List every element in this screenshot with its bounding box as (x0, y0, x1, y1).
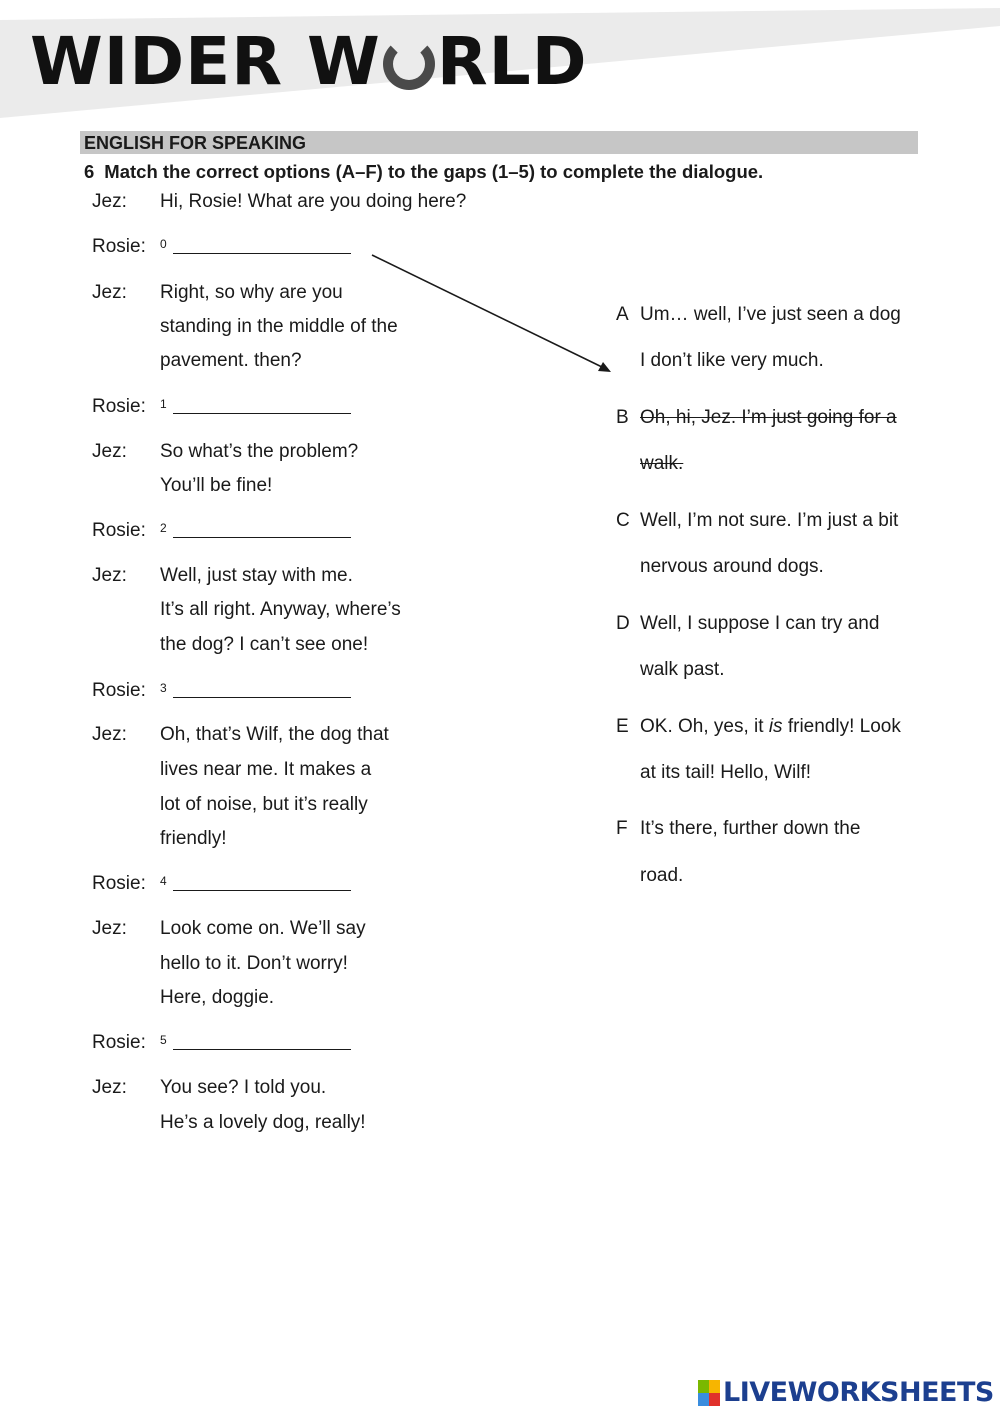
speaker-label: Jez: (92, 1077, 127, 1098)
speaker-label: Rosie: (92, 1032, 146, 1053)
dialogue-line: Right, so why are you (160, 282, 343, 303)
option-letter-a: A (616, 304, 629, 325)
gap-number: 2 (160, 521, 167, 535)
dialogue-line: lives near me. It makes a (160, 759, 372, 780)
speaker-label: Rosie: (92, 520, 146, 541)
dialogue-line: hello to it. Don’t worry! (160, 953, 348, 974)
speaker-label: Jez: (92, 441, 127, 462)
dialogue-line: Hi, Rosie! What are you doing here? (160, 191, 467, 212)
speaker-label: Jez: (92, 918, 127, 939)
option-e-text-part: OK. Oh, yes, it (640, 716, 769, 737)
dialogue-line: the dog? I can’t see one! (160, 634, 369, 655)
speaker-label: Jez: (92, 565, 127, 586)
dialogue-line: He’s a lovely dog, really! (160, 1112, 366, 1133)
dialogue-line: Well, just stay with me. (160, 565, 353, 586)
option-e-text[interactable] (640, 715, 901, 739)
option-e-text[interactable]: at its tail! Hello, Wilf! (640, 762, 812, 783)
dialogue-line: Oh, that’s Wilf, the dog that (160, 724, 389, 745)
option-a-text[interactable]: Um… well, I’ve just seen a dog (640, 304, 901, 325)
liveworksheets-icon (698, 1380, 720, 1406)
option-b-text: Oh, hi, Jez. I’m just going for a (640, 407, 897, 428)
logo-text-end: RLD (436, 23, 588, 100)
option-letter-f: F (616, 818, 628, 839)
option-d-text[interactable]: walk past. (640, 659, 725, 680)
speaker-label: Jez: (92, 191, 127, 212)
option-letter-c: C (616, 510, 630, 531)
option-letter-b: B (616, 407, 629, 428)
dialogue-line: It’s all right. Anyway, where’s (160, 599, 401, 620)
dialogue-line: pavement. then? (160, 350, 302, 371)
gap-number: 0 (160, 237, 167, 251)
option-letter-e: E (616, 716, 629, 737)
option-e-emphasis: is (768, 716, 783, 737)
option-c-text[interactable]: Well, I’m not sure. I’m just a bit (640, 510, 899, 531)
option-letter-d: D (616, 613, 630, 634)
speaker-label: Jez: (92, 724, 127, 745)
option-f-text[interactable]: road. (640, 865, 684, 886)
section-title: ENGLISH FOR SPEAKING (84, 133, 307, 153)
icon-tile-green (698, 1380, 709, 1393)
exercise-number: 6 (84, 161, 95, 182)
instruction-text: Match the correct options (A–F) to the gaps (1–5) to complete the dialogue. (104, 161, 764, 182)
icon-tile-red (709, 1393, 720, 1406)
dialogue-line: So what’s the problem? (160, 441, 359, 462)
gap-number: 5 (160, 1033, 167, 1047)
dialogue-line: lot of noise, but it’s really (160, 794, 368, 815)
option-c-text[interactable]: nervous around dogs. (640, 556, 824, 577)
option-e-text-part: friendly! Look (782, 716, 901, 737)
speaker-label: Rosie: (92, 873, 146, 894)
liveworksheets-logo (698, 1376, 994, 1410)
liveworksheets-brand-text: LIVEWORKSHEETS (723, 1377, 994, 1408)
logo-text-start: WIDER W (30, 23, 381, 100)
speaker-label: Rosie: (92, 396, 146, 417)
gap-number: 1 (160, 397, 167, 411)
option-a-text[interactable]: I don’t like very much. (640, 350, 824, 371)
dialogue-line: standing in the middle of the (160, 316, 398, 337)
dialogue-line: You’ll be fine! (160, 475, 273, 496)
option-d-text[interactable]: Well, I suppose I can try and (640, 613, 880, 634)
speaker-label: Rosie: (92, 680, 146, 701)
dialogue-line: Look come on. We’ll say (160, 918, 366, 939)
gap-number: 3 (160, 681, 167, 695)
speaker-label: Jez: (92, 282, 127, 303)
gap-number: 4 (160, 874, 167, 888)
dialogue-line: friendly! (160, 828, 227, 849)
dialogue-line: Here, doggie. (160, 987, 275, 1008)
icon-tile-yellow (709, 1380, 720, 1393)
icon-tile-blue (698, 1393, 709, 1406)
speaker-label: Rosie: (92, 236, 146, 257)
option-f-text[interactable]: It’s there, further down the (640, 818, 861, 839)
dialogue-line: You see? I told you. (160, 1077, 327, 1098)
option-b-text: walk. (640, 453, 684, 474)
